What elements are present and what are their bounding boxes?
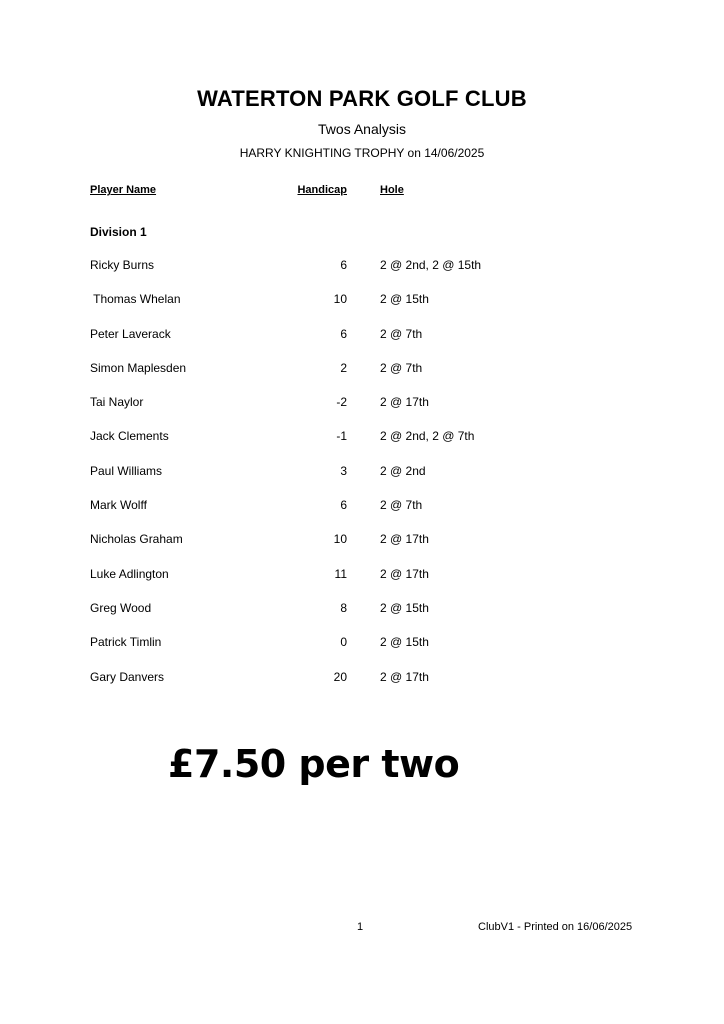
table-row [0, 361, 724, 395]
table-row [0, 395, 724, 429]
table-row [0, 567, 724, 601]
handicap-cell: 0 [340, 635, 347, 650]
table-row [0, 258, 724, 292]
handicap-cell: 10 [333, 292, 347, 307]
handicap-cell: 10 [333, 532, 347, 547]
hole-cell: 2 @ 2nd, 2 @ 15th [380, 258, 482, 272]
hole-cell: 2 @ 15th [380, 292, 429, 307]
player-name-cell: Gary Danvers [90, 669, 165, 684]
hole-cell: 2 @ 17th [380, 532, 429, 547]
hole-cell: 2 @ 7th [380, 360, 423, 375]
handicap-cell: -1 [336, 429, 347, 444]
hole-cell: 2 @ 15th [380, 600, 429, 615]
player-name-cell: Simon Maplesden [90, 360, 187, 375]
table-row [0, 601, 724, 635]
player-name-cell: Thomas Whelan [90, 292, 181, 307]
table-row [0, 429, 724, 463]
column-header-hole: Hole [380, 184, 404, 196]
player-name-cell: Luke Adlington [90, 566, 169, 581]
hole-cell: 2 @ 17th [380, 395, 429, 410]
player-name-cell: Nicholas Graham [90, 532, 183, 547]
hole-cell: 2 @ 15th [380, 635, 429, 650]
player-name-cell: Paul Williams [90, 463, 163, 478]
hole-cell: 2 @ 7th [380, 326, 423, 341]
handicap-cell: 6 [340, 498, 347, 513]
column-header-handicap: Handicap [297, 184, 347, 196]
hole-cell: 2 @ 17th [380, 566, 429, 581]
table-row [0, 532, 724, 566]
player-name-cell: Peter Laverack [90, 326, 171, 341]
table-row [0, 670, 724, 704]
table-row [0, 498, 724, 532]
handicap-cell: -2 [336, 395, 347, 410]
handicap-cell: 2 [340, 360, 347, 375]
handicap-cell: 6 [340, 258, 347, 272]
event-line: HARRY KNIGHTING TROPHY on 14/06/2025 [239, 146, 485, 160]
player-name-cell: Tai Naylor [90, 395, 144, 410]
handicap-cell: 6 [340, 326, 347, 341]
table-row [0, 292, 724, 326]
table-row [0, 327, 724, 361]
player-name-cell: Ricky Burns [90, 258, 155, 272]
hole-cell: 2 @ 2nd [380, 463, 426, 478]
table-row [0, 635, 724, 669]
column-header-player-name: Player Name [90, 184, 157, 196]
page-number: 1 [357, 921, 364, 933]
handicap-cell: 20 [333, 669, 347, 684]
price-note: £7.50 per two [168, 742, 460, 786]
player-name-cell: Jack Clements [90, 429, 169, 444]
handicap-cell: 8 [340, 600, 347, 615]
handicap-cell: 3 [340, 463, 347, 478]
division-heading: Division 1 [90, 225, 147, 239]
player-name-cell: Greg Wood [90, 600, 152, 615]
handicap-cell: 11 [334, 566, 347, 581]
hole-cell: 2 @ 7th [380, 498, 423, 513]
printed-info: ClubV1 - Printed on 16/06/2025 [478, 921, 633, 933]
club-title: WATERTON PARK GOLF CLUB [197, 86, 527, 111]
table-row [0, 464, 724, 498]
player-list [0, 258, 724, 704]
player-name-cell: Patrick Timlin [90, 635, 162, 650]
hole-cell: 2 @ 17th [380, 669, 429, 684]
report-subtitle: Twos Analysis [318, 121, 406, 137]
hole-cell: 2 @ 2nd, 2 @ 7th [380, 429, 475, 444]
player-name-cell: Mark Wolff [90, 498, 147, 513]
